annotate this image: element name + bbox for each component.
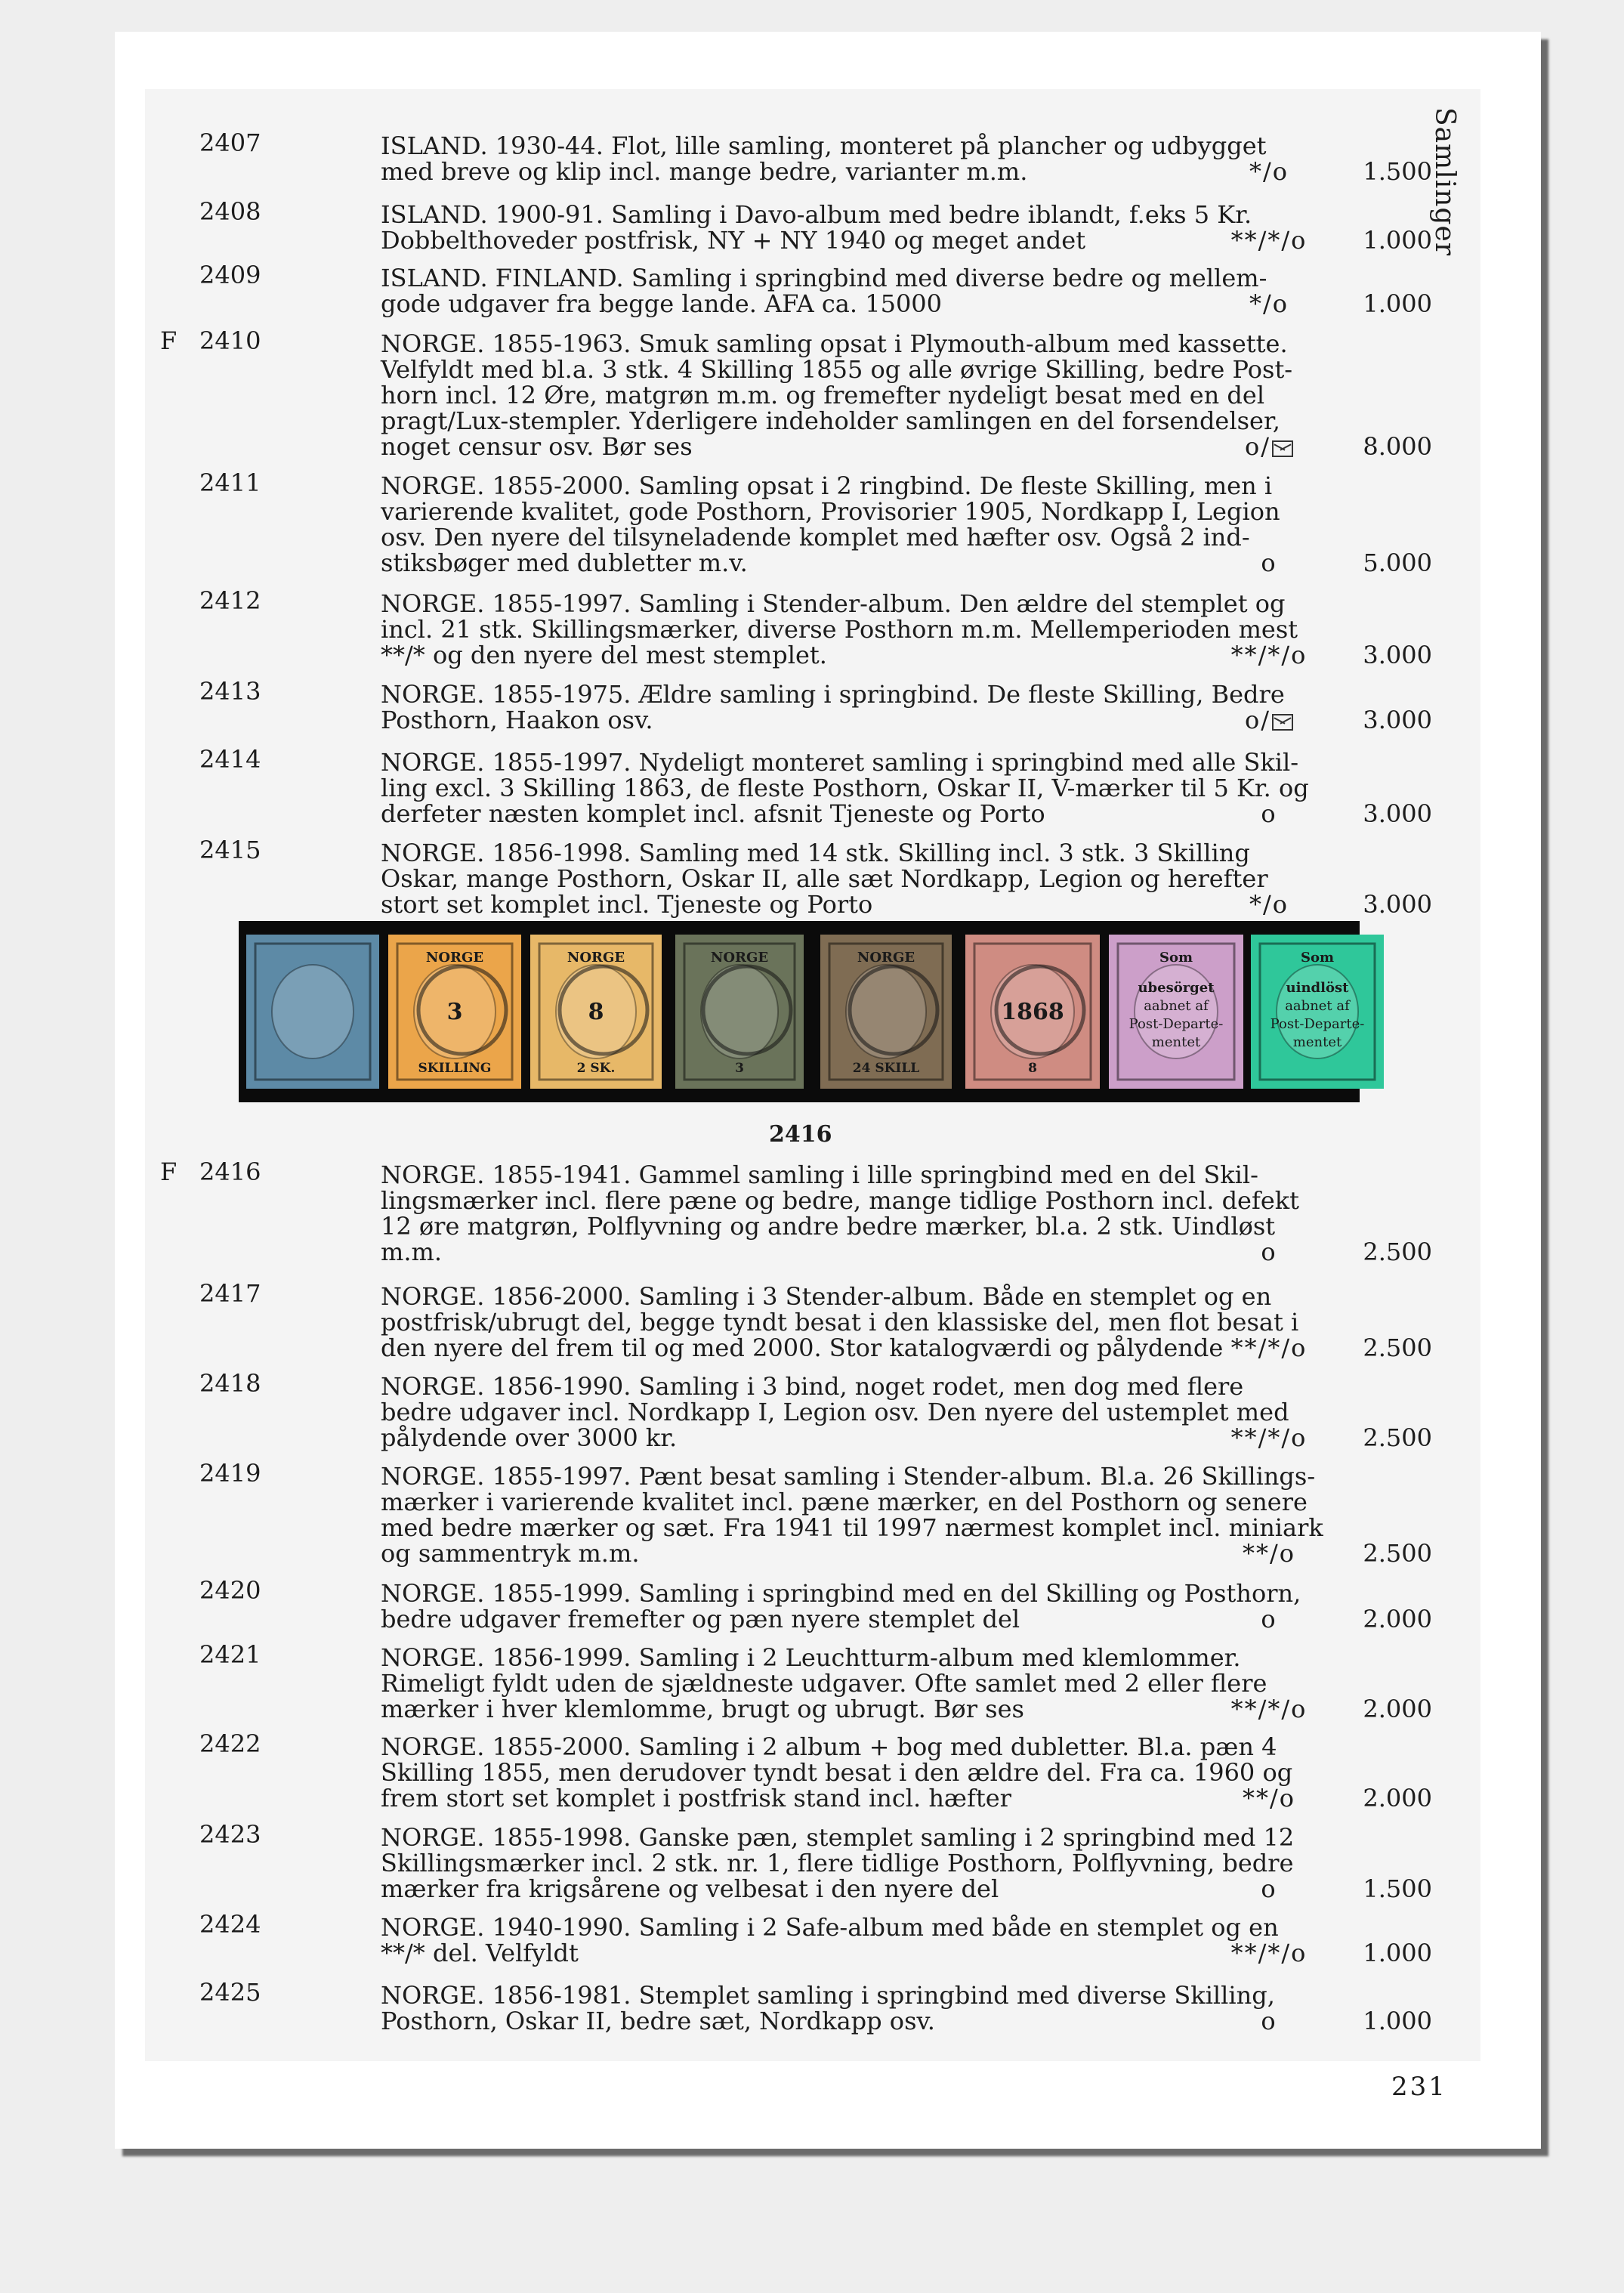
lot-description	[381, 200, 1252, 255]
lot-condition-text: o	[1261, 549, 1277, 577]
stamp-bottom-text: 24 SKILL	[852, 1061, 920, 1076]
lot-description-line: pragt/Lux-stempler. Yderligere indeholder samlingen en del forsendelser,	[381, 406, 1280, 435]
lot-condition	[1209, 1696, 1329, 1722]
lot-description-line: osv. Den nyere del tilsyneladende komplet med hæfter osv. Også 2 ind-	[381, 523, 1250, 552]
lot-description-line: mærker i hver klemlomme, brugt og ubrugt. Bør ses	[381, 1695, 1024, 1723]
lot-condition	[1209, 1785, 1329, 1811]
lot-number: 2417	[199, 1279, 261, 1308]
lot-description-line: NORGE. 1855-1975. Ældre samling i springbind. De fleste Skilling, Bedre	[381, 680, 1285, 709]
lot-description-line: NORGE. 1856-1990. Samling i 3 bind, noget rodet, men dog med flere	[381, 1372, 1244, 1401]
lot-description	[381, 1462, 1323, 1568]
lot-description-line: derfeter næsten komplet incl. afsnit Tjeneste og Porto	[381, 799, 1045, 828]
lot-price: 8.000	[1363, 432, 1432, 461]
lot-entry	[0, 1159, 1624, 1265]
lot-price: 1.500	[1363, 157, 1432, 186]
lot-description-line: ISLAND. 1930-44. Flot, lille samling, monteret på plancher og udbygget	[381, 131, 1267, 160]
lot-entry	[0, 199, 1624, 253]
lot-number: 2415	[199, 836, 261, 864]
lot-description-line: NORGE. 1855-2000. Samling i 2 album + bog med dubletter. Bl.a. pæn 4	[381, 1732, 1277, 1761]
lot-entry	[0, 328, 1624, 459]
lot-entry	[0, 1642, 1624, 1722]
lot-entry	[0, 1460, 1624, 1566]
lot-description	[381, 1643, 1267, 1723]
lot-condition	[1209, 1606, 1329, 1632]
lot-description	[381, 471, 1280, 577]
lot-description-line: Rimeligt fyldt uden de sjældneste udgaver. Ofte samlet med 2 eller flere	[381, 1669, 1267, 1698]
lot-description-line: pålydende over 3000 kr.	[381, 1423, 678, 1452]
lot-description-line: NORGE. 1940-1990. Samling i 2 Safe-album med både en stemplet og en	[381, 1913, 1279, 1942]
lot-entry	[0, 470, 1624, 576]
lot-number: 2421	[199, 1640, 261, 1669]
lot-description-line: gode udgaver fra begge lande. AFA ca. 15000	[381, 289, 943, 318]
stamp-middle-text: 1868	[1001, 999, 1064, 1025]
lot-description-line: ling excl. 3 Skilling 1863, de fleste Posthorn, Oskar II, V-mærker til 5 Kr. og	[381, 774, 1309, 802]
lot-price: 1.000	[1363, 2007, 1432, 2035]
stamp-top-text: NORGE	[710, 950, 769, 966]
lot-price: 2.500	[1363, 1238, 1432, 1266]
lot-description-line: med breve og klip incl. mange bedre, varianter m.m.	[381, 157, 1028, 186]
lot-number: 2419	[199, 1459, 261, 1488]
lot-description	[381, 1913, 1279, 1967]
lot-entry	[0, 262, 1624, 317]
stamp-middle-text: Post-Departe-	[1270, 1016, 1365, 1032]
lot-price: 1.500	[1363, 1874, 1432, 1903]
lot-price: 1.000	[1363, 289, 1432, 318]
stamp-graphic	[388, 935, 521, 1089]
lot-description-line: Posthorn, Haakon osv.	[381, 706, 653, 734]
lot-condition	[1209, 707, 1329, 733]
lot-description-line: varierende kvalitet, gode Posthorn, Provisorier 1905, Nordkapp I, Legion	[381, 497, 1280, 526]
stamp-graphic	[820, 935, 952, 1089]
lot-number: 2423	[199, 1820, 261, 1849]
lot-condition-text: o	[1261, 2007, 1277, 2035]
lot-price: 3.000	[1363, 641, 1432, 669]
lot-description-line: Dobbelthoveder postfrisk, NY + NY 1940 og meget andet	[381, 226, 1086, 255]
lot-entry	[0, 130, 1624, 184]
lot-description-line: Posthorn, Oskar II, bedre sæt, Nordkapp osv.	[381, 2007, 935, 2035]
lot-condition-text: **/*/o	[1230, 1333, 1308, 1362]
lot-description-line: bedre udgaver fremefter og pæn nyere stemplet del	[381, 1605, 1020, 1633]
lot-description-line: bedre udgaver incl. Nordkapp I, Legion osv. Den nyere del ustemplet med	[381, 1398, 1289, 1426]
stamp-vignette	[272, 965, 354, 1058]
lot-price: 3.000	[1363, 890, 1432, 919]
lot-condition	[1209, 801, 1329, 827]
lot-entry	[0, 1371, 1624, 1451]
lot-condition-text: **/*/o	[1230, 1695, 1308, 1723]
lot-number: 2407	[199, 128, 261, 157]
lot-entry	[0, 746, 1624, 827]
lot-price: 5.000	[1363, 549, 1432, 577]
lot-condition	[1209, 1425, 1329, 1451]
lot-number: 2422	[199, 1729, 261, 1758]
lot-price: 3.000	[1363, 706, 1432, 734]
stamp-graphic	[246, 935, 379, 1089]
lot-price: 2.000	[1363, 1695, 1432, 1723]
stamp-image	[530, 935, 662, 1089]
lot-condition	[1209, 642, 1329, 668]
lot-number: 2414	[199, 745, 261, 774]
stamp-graphic	[530, 935, 662, 1089]
lot-description-line: og sammentryk m.m.	[381, 1539, 640, 1568]
lot-description-line: ISLAND. 1900-91. Samling i Davo-album med bedre iblandt, f.eks 5 Kr.	[381, 200, 1252, 229]
lot-condition	[1209, 2008, 1329, 2034]
lot-condition-text: **/*/o	[1230, 1423, 1308, 1452]
page-number: 231	[1391, 2072, 1447, 2102]
lot-entry	[0, 1979, 1624, 2034]
lot-price: 3.000	[1363, 799, 1432, 828]
lot-number: 2425	[199, 1978, 261, 2007]
lot-price: 1.000	[1363, 226, 1432, 255]
lot-entry	[0, 1281, 1624, 1361]
stamp-middle-text: 8	[588, 999, 604, 1025]
stamp-top-text: NORGE	[425, 950, 484, 966]
lot-description	[381, 1981, 1275, 2035]
stamp-middle-text: mentet	[1292, 1034, 1342, 1050]
lot-flag: F	[160, 1157, 178, 1186]
lot-description	[381, 1282, 1299, 1362]
stamp-bottom-text: SKILLING	[418, 1061, 492, 1076]
stamp-top-text: Som	[1159, 950, 1193, 966]
lot-description-line: **/* og den nyere del mest stemplet.	[381, 641, 827, 669]
lot-condition-text: */o	[1249, 890, 1289, 919]
lot-condition-text: **/*/o	[1230, 1939, 1308, 1967]
lot-description-line: **/* del. Velfyldt	[381, 1939, 579, 1967]
lot-condition	[1209, 227, 1329, 253]
lot-description-line: noget censur osv. Bør ses	[381, 432, 693, 461]
lot-description-line: NORGE. 1855-1997. Pænt besat samling i Stender-album. Bl.a. 26 Skillings-	[381, 1462, 1316, 1491]
figure-caption: 2416	[769, 1121, 832, 1148]
lot-description-line: stiksbøger med dubletter m.v.	[381, 549, 748, 577]
lot-entry	[0, 588, 1624, 668]
stamp-middle-text: aabnet af	[1144, 998, 1209, 1014]
lot-condition-text: o	[1261, 1238, 1277, 1266]
lot-description-line: Velfyldt med bl.a. 3 stk. 4 Skilling 1855 og alle øvrige Skilling, bedre Post-	[381, 355, 1293, 384]
lot-number: 2409	[199, 261, 261, 289]
stamp-bottom-text: 2 SK.	[576, 1061, 616, 1076]
stamp-top-text: Som	[1300, 950, 1335, 966]
lot-entry	[0, 1578, 1624, 1632]
lot-description	[381, 1579, 1301, 1633]
stamp-middle-text: aabnet af	[1285, 998, 1350, 1014]
lot-condition-text: **/o	[1242, 1784, 1296, 1812]
lot-number: 2410	[199, 326, 261, 355]
lot-condition-text: o/	[1244, 432, 1271, 461]
lot-condition-text: o	[1261, 799, 1277, 828]
lot-price: 2.500	[1363, 1539, 1432, 1568]
lot-condition-text: **/o	[1242, 1539, 1296, 1568]
lot-description-line: NORGE. 1855-1941. Gammel samling i lille springbind med en del Skil-	[381, 1160, 1258, 1189]
lot-number: 2408	[199, 197, 261, 226]
lot-condition	[1209, 1541, 1329, 1566]
lot-entry	[0, 1911, 1624, 1966]
lot-condition	[1209, 892, 1329, 917]
lot-description-line: NORGE. 1856-2000. Samling i 3 Stender-album. Både en stemplet og en	[381, 1282, 1272, 1311]
lot-description-line: Oskar, mange Posthorn, Oskar II, alle sæt Nordkapp, Legion og herefter	[381, 864, 1268, 893]
stamp-image	[388, 935, 521, 1089]
stamp-middle-text: mentet	[1151, 1034, 1201, 1050]
lot-price: 1.000	[1363, 1939, 1432, 1967]
lot-condition-text: */o	[1249, 157, 1289, 186]
stamp-middle-text: ubesörget	[1138, 980, 1215, 996]
lot-description-line: Skilling 1855, men derudover tyndt besat i den ældre del. Fra ca. 1960 og	[381, 1758, 1293, 1787]
lot-number: 2412	[199, 586, 261, 615]
stamp-bottom-text: 3	[735, 1061, 744, 1076]
lot-description	[381, 264, 1267, 318]
lot-description-line: mærker fra krigsårene og velbesat i den nyere del	[381, 1874, 999, 1903]
stamp-graphic	[675, 935, 804, 1089]
lot-entry	[0, 1822, 1624, 1902]
lot-description	[381, 680, 1285, 734]
lot-description-line: NORGE. 1855-1997. Nydeligt monteret samling i springbind med alle Skil-	[381, 748, 1299, 777]
lot-description-line: mærker i varierende kvalitet incl. pæne mærker, en del Posthorn og senere	[381, 1488, 1308, 1516]
lot-description	[381, 1823, 1295, 1903]
lot-entry	[0, 837, 1624, 917]
stamp-middle-text: 3	[446, 999, 463, 1025]
lot-condition	[1209, 434, 1329, 459]
lot-description-line: NORGE. 1855-2000. Samling opsat i 2 ringbind. De fleste Skilling, men i	[381, 471, 1273, 500]
lot-condition-text: */o	[1249, 289, 1289, 318]
lot-description-line: m.m.	[381, 1238, 443, 1266]
stamp-bottom-text: 8	[1028, 1061, 1037, 1076]
lot-condition	[1209, 550, 1329, 576]
lot-description-line: postfrisk/ubrugt del, begge tyndt besat i den klassiske del, men flot besat i	[381, 1308, 1299, 1337]
lot-description	[381, 589, 1298, 669]
lot-description	[381, 748, 1309, 828]
lot-description	[381, 1732, 1293, 1812]
lot-description-line: 12 øre matgrøn, Polflyvning og andre bedre mærker, bl.a. 2 stk. Uindløst	[381, 1212, 1276, 1241]
lot-description	[381, 131, 1267, 186]
lot-description-line: med bedre mærker og sæt. Fra 1941 til 1997 nærmest komplet incl. miniark	[381, 1513, 1323, 1542]
lot-description-line: frem stort set komplet i postfrisk stand incl. hæfter	[381, 1784, 1011, 1812]
lot-description-line: stort set komplet incl. Tjeneste og Porto	[381, 890, 873, 919]
stamp-graphic	[965, 935, 1100, 1089]
lot-description-line: incl. 21 stk. Skillingsmærker, diverse Posthorn m.m. Mellemperioden mest	[381, 615, 1298, 644]
lot-condition-text: **/*/o	[1230, 641, 1308, 669]
lot-description-line: NORGE. 1855-1963. Smuk samling opsat i Plymouth-album med kassette.	[381, 329, 1288, 358]
stamp-image	[1251, 935, 1384, 1089]
stamp-image	[965, 935, 1100, 1089]
lot-description-line: NORGE. 1856-1999. Samling i 2 Leuchtturm-album med klemlommer.	[381, 1643, 1241, 1672]
lot-condition	[1209, 1940, 1329, 1966]
lot-description-line: NORGE. 1856-1998. Samling med 14 stk. Skilling incl. 3 stk. 3 Skilling	[381, 839, 1250, 867]
stamp-top-text: NORGE	[857, 950, 915, 966]
lot-entry	[0, 1731, 1624, 1811]
stamp-middle-text: uindlöst	[1286, 980, 1349, 996]
stamp-image	[1109, 935, 1243, 1089]
stamp-image	[820, 935, 952, 1089]
stamp-graphic	[1251, 935, 1384, 1089]
lot-number: 2416	[199, 1157, 261, 1186]
stamp-vignette	[701, 965, 778, 1058]
lot-condition	[1209, 291, 1329, 317]
lot-condition	[1209, 1239, 1329, 1265]
lot-condition	[1209, 159, 1329, 184]
lot-price: 2.000	[1363, 1605, 1432, 1633]
lot-description	[381, 839, 1268, 919]
lot-description-line: lingsmærker incl. flere pæne og bedre, mange tidlige Posthorn incl. defekt	[381, 1186, 1300, 1215]
stamp-graphic	[1109, 935, 1243, 1089]
lot-condition-text: **/*/o	[1230, 226, 1308, 255]
stamp-vignette	[846, 965, 926, 1058]
lot-number: 2411	[199, 468, 261, 497]
stamp-image-strip	[239, 921, 1365, 1102]
envelope-icon	[1272, 440, 1293, 457]
lot-condition-text: o	[1261, 1874, 1277, 1903]
lot-condition-text: o/	[1244, 706, 1271, 734]
lot-condition-text: o	[1261, 1605, 1277, 1633]
lot-number: 2413	[199, 677, 261, 706]
lot-condition	[1209, 1876, 1329, 1902]
lot-description-line: Skillingsmærker incl. 2 stk. nr. 1, flere tidlige Posthorn, Polflyvning, bedre	[381, 1849, 1294, 1877]
lot-description-line: ISLAND. FINLAND. Samling i springbind med diverse bedre og mellem-	[381, 264, 1267, 292]
lot-price: 2.500	[1363, 1333, 1432, 1362]
lot-description	[381, 329, 1293, 461]
envelope-icon	[1272, 714, 1293, 731]
lot-number: 2424	[199, 1910, 261, 1939]
stamp-top-text: NORGE	[567, 950, 625, 966]
lot-description-line: den nyere del frem til og med 2000. Stor katalogværdi og pålydende	[381, 1333, 1224, 1362]
stamp-middle-text: Post-Departe-	[1128, 1016, 1224, 1032]
lot-price: 2.500	[1363, 1423, 1432, 1452]
lot-description	[381, 1372, 1289, 1452]
lot-description-line: NORGE. 1855-1998. Ganske pæn, stemplet samling i 2 springbind med 12	[381, 1823, 1295, 1852]
lot-number: 2418	[199, 1369, 261, 1398]
lot-price: 2.000	[1363, 1784, 1432, 1812]
lot-description	[381, 1160, 1300, 1266]
lot-entry	[0, 678, 1624, 733]
lot-number: 2420	[199, 1576, 261, 1605]
lot-description-line: NORGE. 1855-1999. Samling i springbind med en del Skilling og Posthorn,	[381, 1579, 1301, 1608]
stamp-image	[246, 935, 379, 1089]
lot-flag: F	[160, 326, 178, 355]
stamp-image	[675, 935, 804, 1089]
lot-description-line: NORGE. 1856-1981. Stemplet samling i springbind med diverse Skilling,	[381, 1981, 1275, 2010]
lot-description-line: NORGE. 1855-1997. Samling i Stender-album. Den ældre del stemplet og	[381, 589, 1286, 618]
section-title: Samlinger	[1429, 107, 1460, 257]
lot-description-line: horn incl. 12 Øre, matgrøn m.m. og fremefter nydeligt besat med en del	[381, 381, 1265, 409]
lot-condition	[1209, 1335, 1329, 1361]
